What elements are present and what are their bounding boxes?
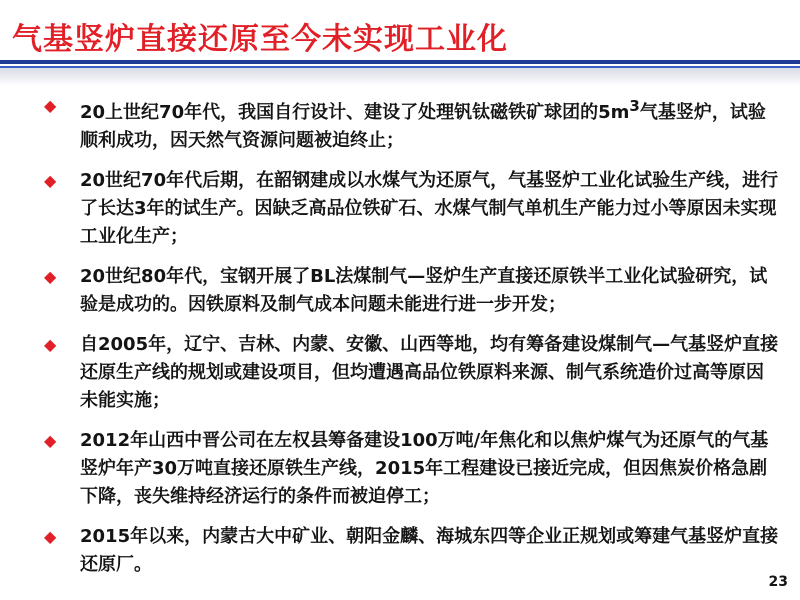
bullet-text-6: 2015年以来，内蒙古大中矿业、朝阳金麟、海城东四等企业正规划或筹建气基竖炉直接还原厂。	[80, 526, 779, 575]
bullet-item	[40, 523, 780, 579]
bullet-text-3: 20世纪80年代，宝钢开展了BL法煤制气—竖炉生产直接还原铁半工业化试验研究，试验是成功的。因铁原料及制气成本问题未能进行进一步开发；	[80, 266, 768, 315]
diamond-bullet-icon: ◆	[44, 171, 57, 190]
title-shadow	[0, 68, 800, 86]
bullet-text-1b: 气基竖炉，试验顺利成功，因天然气资源问题被迫终止；	[80, 102, 766, 151]
bullet-item	[40, 427, 780, 511]
diamond-bullet-icon: ◆	[44, 335, 57, 354]
diamond-bullet-icon: ◆	[44, 527, 57, 546]
title-rule	[0, 60, 800, 64]
slide-title: 气基竖炉直接还原至今未实现工业化	[12, 22, 508, 57]
diamond-bullet-icon: ◆	[44, 96, 57, 115]
bullet-item	[40, 331, 780, 415]
bullet-text-1-sup: 3	[629, 97, 640, 115]
bullet-item	[40, 167, 780, 251]
page-number: 23	[768, 574, 788, 590]
bullet-text-4: 自2005年，辽宁、吉林、内蒙、安徽、山西等地，均有筹备建设煤制气—气基竖炉直接还原生产线的规划或建设项目，但均遭遇高品位铁原料来源、制气系统造价过高等原因未能实施；	[80, 334, 779, 411]
bullet-item	[40, 92, 780, 155]
diamond-bullet-icon: ◆	[44, 267, 57, 286]
diamond-bullet-icon: ◆	[44, 431, 57, 450]
bullet-item	[40, 263, 780, 319]
bullet-text-1a: 20上世纪70年代，我国自行设计、建设了处理钒钛磁铁矿球团的5m	[80, 102, 630, 123]
bullet-list	[40, 92, 780, 591]
bullet-text-2: 20世纪70年代后期，在韶钢建成以水煤气为还原气，气基竖炉工业化试验生产线，进行了长达3年的试生产。因缺乏高品位铁矿石、水煤气制气单机生产能力过小等原因未实现工业化生产；	[80, 170, 779, 247]
bullet-text-5: 2012年山西中晋公司在左权县筹备建设100万吨/年焦化和以焦炉煤气为还原气的气基竖炉年产30万吨直接还原铁生产线，2015年工程建设已接近完成，但因焦炭价格急剧下降，丧失维持经济运行的条件而被迫停工；	[80, 430, 769, 507]
